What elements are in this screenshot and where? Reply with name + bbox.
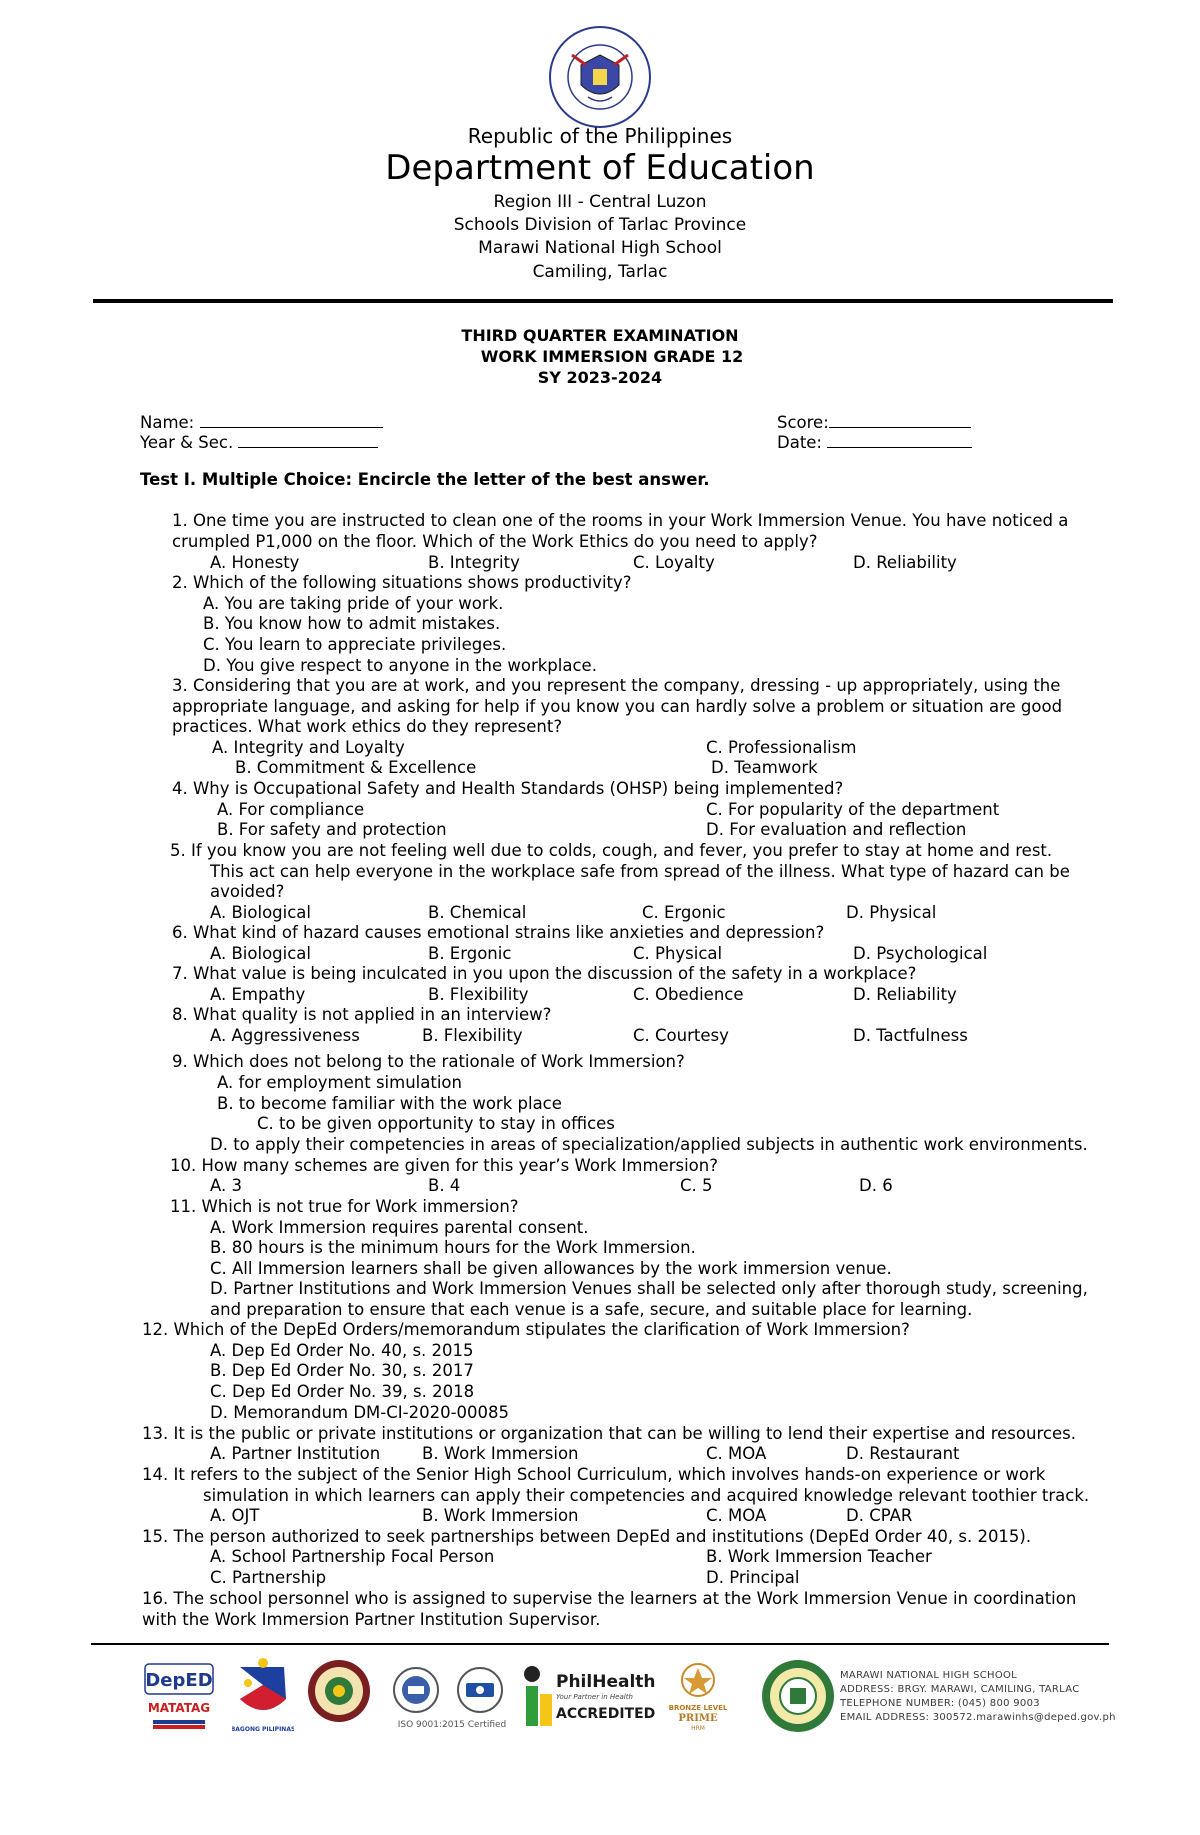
q1-line1: 1. One time you are instructed to clean one of the rooms in your Work Immersion Venue. You have noticed a [172,511,1069,530]
q6-choice-b[interactable]: B. Ergonic [428,944,512,963]
q15-line1: 15. The person authorized to seek partnerships between DepEd and institutions (DepEd Order 40, s. 2015). [142,1527,1032,1546]
bronze-level-text: BRONZE LEVEL [668,1704,728,1712]
philhealth-tagline: Your Partner in Health [556,1693,633,1701]
school-seal [760,1658,836,1734]
q3-line3: practices. What work ethics do they represent? [172,717,563,736]
q12-choice-c[interactable]: C. Dep Ed Order No. 39, s. 2018 [210,1382,475,1401]
q16-line1: 16. The school personnel who is assigned to supervise the learners at the Work Immersion Venue in coordination [142,1589,1077,1608]
q6-line1: 6. What kind of hazard causes emotional strains like anxieties and depression? [172,923,825,942]
bagong-pilipinas-logo [232,1655,294,1735]
q4-choice-b[interactable]: B. For safety and protection [217,820,447,839]
q15-choice-a[interactable]: A. School Partnership Focal Person [210,1547,495,1566]
q9-choice-a[interactable]: A. for employment simulation [217,1073,462,1092]
q1-line2: crumpled P1,000 on the floor. Which of the Work Ethics do you need to apply? [172,532,818,551]
q2-choice-d[interactable]: D. You give respect to anyone in the workplace. [203,656,597,675]
q11-choice-a[interactable]: A. Work Immersion requires parental consent. [210,1218,589,1237]
q10-choice-c[interactable]: C. 5 [680,1176,713,1195]
q7-choice-a[interactable]: A. Empathy [210,985,306,1004]
q12-choice-b[interactable]: B. Dep Ed Order No. 30, s. 2017 [210,1361,474,1380]
q16-line2: with the Work Immersion Partner Institution Supervisor. [142,1610,601,1629]
region-line: Region III - Central Luzon [493,192,707,212]
q15-choice-d[interactable]: D. Principal [706,1568,800,1587]
q5-choice-a[interactable]: A. Biological [210,903,311,922]
q11-choice-d1[interactable]: D. Partner Institutions and Work Immersion Venues shall be selected only after thorough study, screening, [210,1279,1088,1298]
school-line: Marawi National High School [478,238,722,258]
q3-choice-b[interactable]: B. Commitment & Excellence [235,758,477,777]
philhealth-text: PhilHealth [556,1672,656,1692]
q1-choice-b[interactable]: B. Integrity [428,553,520,572]
department-title: Department of Education [385,148,815,188]
exam-sy: SY 2023-2024 [537,368,663,387]
q12-choice-d[interactable]: D. Memorandum DM-CI-2020-00085 [210,1403,510,1422]
q14-choice-d[interactable]: D. CPAR [846,1506,913,1525]
q10-choice-a[interactable]: A. 3 [210,1176,242,1195]
q8-choice-c[interactable]: C. Courtesy [633,1026,729,1045]
date-label: Date: [777,433,822,452]
q3-line1: 3. Considering that you are at work, and you represent the company, dressing - up appropriately, using the [172,676,1061,695]
location-line: Camiling, Tarlac [532,262,668,282]
q3-choice-c[interactable]: C. Professionalism [706,738,857,757]
q13-choice-c[interactable]: C. MOA [706,1444,767,1463]
q6-choice-a[interactable]: A. Biological [210,944,311,963]
q14-line1: 14. It refers to the subject of the Senior High School Curriculum, which involves hands-on experience or work [142,1465,1046,1484]
prime-text: PRIME [678,1713,718,1724]
iso-text: ISO 9001:2015 Certified [397,1720,507,1730]
q13-line1: 13. It is the public or private institutions or organization that can be willing to lend their expertise and resources. [142,1424,1076,1443]
yearsec-blank[interactable] [238,431,378,448]
q4-choice-d[interactable]: D. For evaluation and reflection [706,820,967,839]
name-field[interactable] [140,411,383,433]
q4-choice-a[interactable]: A. For compliance [217,800,365,819]
q11-line1: 11. Which is not true for Work immersion? [170,1197,519,1216]
q7-choice-d[interactable]: D. Reliability [853,985,957,1004]
republic-line: Republic of the Philippines [467,124,733,148]
prime-hrm-logo [660,1660,736,1736]
q5-choice-c[interactable]: C. Ergonic [642,903,726,922]
division-line: Schools Division of Tarlac Province [453,215,747,235]
q5-line2: This act can help everyone in the workplace safe from spread of the illness. What type of hazard can be [210,862,1070,881]
q3-choice-a[interactable]: A. Integrity and Loyalty [212,738,405,757]
q2-line1: 2. Which of the following situations shows productivity? [172,573,632,592]
q10-choice-d[interactable]: D. 6 [859,1176,893,1195]
q14-choice-c[interactable]: C. MOA [706,1506,767,1525]
yearsec-field[interactable] [140,431,378,453]
yearsec-label: Year & Sec. [140,433,234,452]
q4-line1: 4. Why is Occupational Safety and Health Standards (OHSP) being implemented? [172,779,844,798]
q5-line1: 5. If you know you are not feeling well due to colds, cough, and fever, you prefer to stay at home and rest. [170,841,1053,860]
q7-choice-b[interactable]: B. Flexibility [428,985,529,1004]
q2-choice-a[interactable]: A. You are taking pride of your work. [203,594,504,613]
division-seal [306,1658,372,1724]
q13-choice-d[interactable]: D. Restaurant [846,1444,960,1463]
q13-choice-a[interactable]: A. Partner Institution [210,1444,381,1463]
q13-choice-b[interactable]: B. Work Immersion [422,1444,579,1463]
q10-line1: 10. How many schemes are given for this year’s Work Immersion? [170,1156,718,1175]
q6-choice-c[interactable]: C. Physical [633,944,723,963]
q5-choice-b[interactable]: B. Chemical [428,903,527,922]
q1-choice-a[interactable]: A. Honesty [210,553,300,572]
q7-choice-c[interactable]: C. Obedience [633,985,744,1004]
header-divider [93,299,1113,303]
q1-choice-c[interactable]: C. Loyalty [633,553,715,572]
exam-title: THIRD QUARTER EXAMINATION [461,326,739,345]
q14-choice-b[interactable]: B. Work Immersion [422,1506,579,1525]
q8-choice-a[interactable]: A. Aggressiveness [210,1026,360,1045]
date-field[interactable] [777,431,972,453]
footer-email: EMAIL ADDRESS: 300572.marawinhs@deped.gov.ph [840,1712,1116,1723]
q12-choice-a[interactable]: A. Dep Ed Order No. 40, s. 2015 [210,1341,474,1360]
date-blank[interactable] [827,431,972,448]
name-label: Name: [140,413,195,432]
q5-choice-d[interactable]: D. Physical [846,903,937,922]
deped-matatag-logo [143,1660,215,1732]
footer-divider [91,1643,1109,1645]
q3-choice-d[interactable]: D. Teamwork [711,758,818,777]
score-field[interactable] [777,411,971,433]
q8-choice-d[interactable]: D. Tactfulness [853,1026,968,1045]
q8-line1: 8. What quality is not applied in an interview? [172,1005,552,1024]
q11-choice-c[interactable]: C. All Immersion learners shall be given allowances by the work immersion venue. [210,1259,892,1278]
q8-choice-b[interactable]: B. Flexibility [422,1026,523,1045]
footer-school-name: MARAWI NATIONAL HIGH SCHOOL [840,1670,1018,1681]
matatag-text: MATATAG [147,1701,211,1715]
q7-line1: 7. What value is being inculcated in you upon the discussion of the safety in a workplace? [172,964,917,983]
q15-choice-c[interactable]: C. Partnership [210,1568,327,1587]
name-blank[interactable] [200,411,383,428]
q9-choice-d[interactable]: D. to apply their competencies in areas of specialization/applied subjects in authentic work environments. [210,1135,1088,1154]
q9-choice-c[interactable]: C. to be given opportunity to stay in offices [257,1114,615,1133]
q2-choice-c[interactable]: C. You learn to appreciate privileges. [203,635,507,654]
deped-logo-text: DepED [145,1670,213,1691]
hrm-text: HRM [691,1725,705,1732]
q2-choice-b[interactable]: B. You know how to admit mistakes. [203,614,501,633]
q15-choice-b[interactable]: B. Work Immersion Teacher [706,1547,932,1566]
q5-line3: avoided? [210,882,285,901]
footer-telephone: TELEPHONE NUMBER: (045) 800 9003 [840,1698,1040,1709]
q6-choice-d[interactable]: D. Psychological [853,944,988,963]
score-label: Score: [777,413,829,432]
q10-choice-b[interactable]: B. 4 [428,1176,461,1195]
score-blank[interactable] [829,411,971,428]
q9-choice-b[interactable]: B. to become familiar with the work place [217,1094,562,1113]
q9-line1: 9. Which does not belong to the rationale of Work Immersion? [172,1052,685,1071]
bagong-pilipinas-text: BAGONG PILIPINAS [232,1726,294,1733]
q14-line2: simulation in which learners can apply their competencies and acquired knowledge relevant toothier track. [203,1486,1090,1505]
accredited-text: ACCREDITED [556,1706,656,1722]
q11-choice-b[interactable]: B. 80 hours is the minimum hours for the Work Immersion. [210,1238,696,1257]
q14-choice-a[interactable]: A. OJT [210,1506,260,1525]
q4-choice-c[interactable]: C. For popularity of the department [706,800,1000,819]
philhealth-logo [522,1664,656,1730]
test-heading: Test I. Multiple Choice: Encircle the letter of the best answer. [140,470,710,489]
footer-address: ADDRESS: BRGY. MARAWI, CAMILING, TARLAC [840,1684,1080,1695]
iso-certification-logo [388,1662,516,1734]
q1-choice-d[interactable]: D. Reliability [853,553,957,572]
q3-line2: appropriate language, and asking for help if you know you can hardly solve a problem or situation are good [172,697,1063,716]
q12-line1: 12. Which of the DepEd Orders/memorandum stipulates the clarification of Work Immersion? [142,1320,910,1339]
q11-choice-d2: and preparation to ensure that each venue is a safe, secure, and suitable place for learning. [210,1300,973,1319]
exam-subject: WORK IMMERSION GRADE 12 [480,347,744,366]
